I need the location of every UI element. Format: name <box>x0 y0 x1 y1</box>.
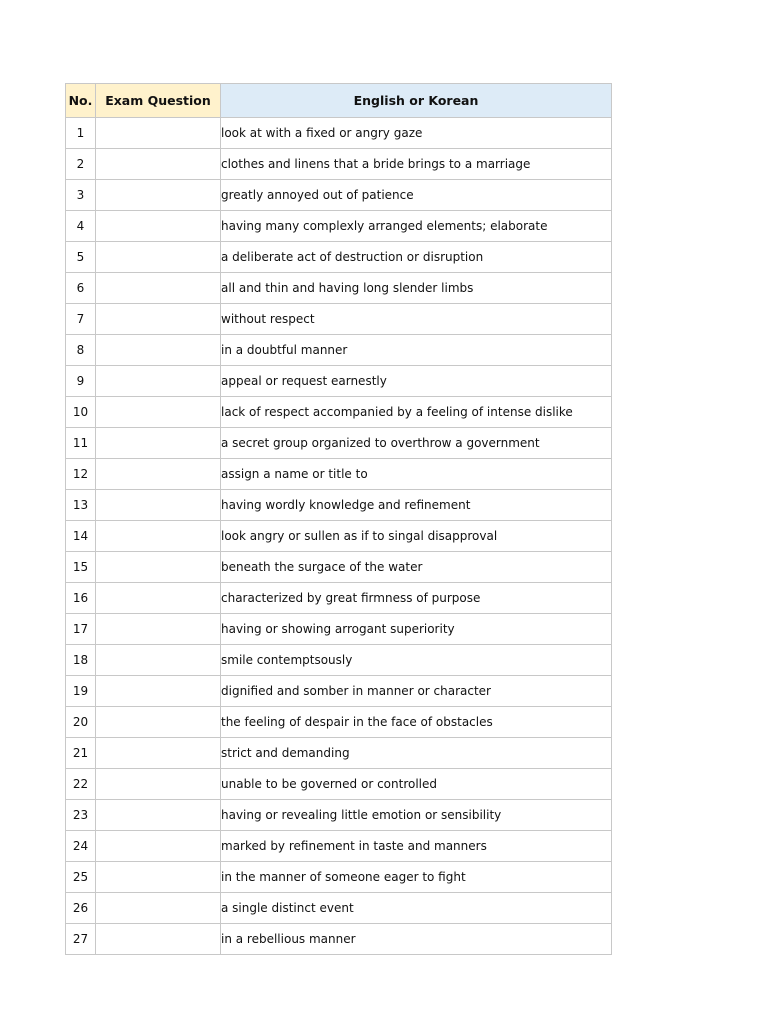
exam-question-cell[interactable] <box>96 614 221 645</box>
definition-cell: a deliberate act of destruction or disruption <box>221 242 612 273</box>
definition-cell: look angry or sullen as if to singal disapproval <box>221 521 612 552</box>
table-row <box>66 366 612 397</box>
row-number: 20 <box>66 707 96 738</box>
exam-question-cell[interactable] <box>96 428 221 459</box>
table-row <box>66 614 612 645</box>
table-row <box>66 149 612 180</box>
table-row <box>66 428 612 459</box>
definition-cell: characterized by great firmness of purpose <box>221 583 612 614</box>
definition-cell: strict and demanding <box>221 738 612 769</box>
table-row <box>66 211 612 242</box>
table-row <box>66 490 612 521</box>
definition-cell: appeal or request earnestly <box>221 366 612 397</box>
definition-cell: assign a name or title to <box>221 459 612 490</box>
row-number: 26 <box>66 893 96 924</box>
definition-cell: clothes and linens that a bride brings to a marriage <box>221 149 612 180</box>
row-number: 10 <box>66 397 96 428</box>
exam-question-cell[interactable] <box>96 738 221 769</box>
definition-cell: beneath the surgace of the water <box>221 552 612 583</box>
header-no: No. <box>66 84 96 118</box>
exam-question-cell[interactable] <box>96 769 221 800</box>
definition-cell: all and thin and having long slender limbs <box>221 273 612 304</box>
table-row <box>66 118 612 149</box>
row-number: 27 <box>66 924 96 955</box>
row-number: 13 <box>66 490 96 521</box>
row-number: 2 <box>66 149 96 180</box>
table-row <box>66 862 612 893</box>
definition-cell: in a doubtful manner <box>221 335 612 366</box>
row-number: 24 <box>66 831 96 862</box>
definition-cell: dignified and somber in manner or character <box>221 676 612 707</box>
exam-question-cell[interactable] <box>96 490 221 521</box>
definition-cell: greatly annoyed out of patience <box>221 180 612 211</box>
definition-cell: marked by refinement in taste and manners <box>221 831 612 862</box>
exam-question-cell[interactable] <box>96 676 221 707</box>
table-row <box>66 893 612 924</box>
table-row <box>66 924 612 955</box>
exam-question-cell[interactable] <box>96 924 221 955</box>
row-number: 18 <box>66 645 96 676</box>
table-row <box>66 242 612 273</box>
row-number: 17 <box>66 614 96 645</box>
exam-question-cell[interactable] <box>96 180 221 211</box>
exam-question-cell[interactable] <box>96 242 221 273</box>
row-number: 6 <box>66 273 96 304</box>
definition-cell: without respect <box>221 304 612 335</box>
exam-question-cell[interactable] <box>96 304 221 335</box>
definition-cell: having many complexly arranged elements; elaborate <box>221 211 612 242</box>
exam-question-cell[interactable] <box>96 893 221 924</box>
definition-cell: smile contemptsously <box>221 645 612 676</box>
definition-cell: having or revealing little emotion or sensibility <box>221 800 612 831</box>
table-row <box>66 645 612 676</box>
row-number: 8 <box>66 335 96 366</box>
table-row <box>66 273 612 304</box>
header-english-or-korean: English or Korean <box>221 84 612 118</box>
definition-cell: a secret group organized to overthrow a government <box>221 428 612 459</box>
exam-question-cell[interactable] <box>96 273 221 304</box>
definition-cell: lack of respect accompanied by a feeling of intense dislike <box>221 397 612 428</box>
row-number: 4 <box>66 211 96 242</box>
table-row <box>66 304 612 335</box>
definition-cell: in the manner of someone eager to fight <box>221 862 612 893</box>
row-number: 12 <box>66 459 96 490</box>
definition-cell: having or showing arrogant superiority <box>221 614 612 645</box>
exam-question-cell[interactable] <box>96 552 221 583</box>
row-number: 3 <box>66 180 96 211</box>
definition-cell: the feeling of despair in the face of obstacles <box>221 707 612 738</box>
table-row <box>66 397 612 428</box>
header-exam-question: Exam Question <box>96 84 221 118</box>
table-row <box>66 800 612 831</box>
row-number: 21 <box>66 738 96 769</box>
exam-question-cell[interactable] <box>96 862 221 893</box>
exam-question-cell[interactable] <box>96 645 221 676</box>
row-number: 7 <box>66 304 96 335</box>
table-row <box>66 738 612 769</box>
exam-question-cell[interactable] <box>96 707 221 738</box>
definition-cell: a single distinct event <box>221 893 612 924</box>
table-row <box>66 676 612 707</box>
definition-cell: look at with a fixed or angry gaze <box>221 118 612 149</box>
row-number: 9 <box>66 366 96 397</box>
definition-cell: having wordly knowledge and refinement <box>221 490 612 521</box>
exam-question-cell[interactable] <box>96 459 221 490</box>
row-number: 25 <box>66 862 96 893</box>
row-number: 14 <box>66 521 96 552</box>
exam-question-cell[interactable] <box>96 521 221 552</box>
vocabulary-table <box>65 83 612 955</box>
row-number: 1 <box>66 118 96 149</box>
exam-question-cell[interactable] <box>96 800 221 831</box>
row-number: 11 <box>66 428 96 459</box>
table-row <box>66 552 612 583</box>
row-number: 19 <box>66 676 96 707</box>
exam-question-cell[interactable] <box>96 118 221 149</box>
header-row <box>66 84 612 118</box>
table-body <box>66 118 612 955</box>
exam-question-cell[interactable] <box>96 366 221 397</box>
row-number: 5 <box>66 242 96 273</box>
table-row <box>66 180 612 211</box>
table-header <box>66 84 612 118</box>
exam-question-cell[interactable] <box>96 831 221 862</box>
table-row <box>66 769 612 800</box>
row-number: 22 <box>66 769 96 800</box>
exam-question-cell[interactable] <box>96 583 221 614</box>
table-row <box>66 583 612 614</box>
definition-cell: unable to be governed or controlled <box>221 769 612 800</box>
exam-question-cell[interactable] <box>96 397 221 428</box>
table-row <box>66 335 612 366</box>
row-number: 16 <box>66 583 96 614</box>
definition-cell: in a rebellious manner <box>221 924 612 955</box>
table-row <box>66 521 612 552</box>
table-row <box>66 707 612 738</box>
exam-question-cell[interactable] <box>96 211 221 242</box>
row-number: 15 <box>66 552 96 583</box>
table-row <box>66 831 612 862</box>
row-number: 23 <box>66 800 96 831</box>
table-row <box>66 459 612 490</box>
exam-question-cell[interactable] <box>96 149 221 180</box>
exam-question-cell[interactable] <box>96 335 221 366</box>
